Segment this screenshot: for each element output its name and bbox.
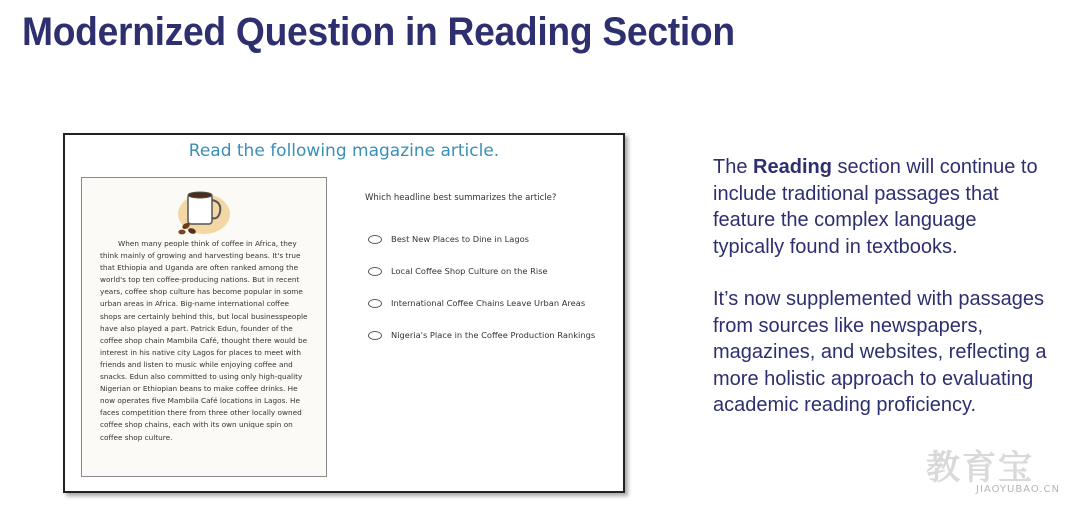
- reading-keyword: Reading: [753, 156, 832, 178]
- watermark-url: JIAOYUBAO.CN: [976, 484, 1060, 495]
- answer-option[interactable]: [368, 255, 623, 287]
- slide-title: Modernized Question in Reading Section: [22, 10, 735, 54]
- test-screenshot: [63, 133, 625, 493]
- answer-option[interactable]: [368, 287, 623, 319]
- watermark-logo: 教育宝: [926, 448, 1034, 488]
- article-panel: [81, 177, 327, 477]
- question-text: Which headline best summarizes the article?: [365, 193, 557, 203]
- radio-button[interactable]: [368, 299, 382, 308]
- answer-option-label: Nigeria's Place in the Coffee Production Rankings: [391, 330, 596, 340]
- radio-button[interactable]: [368, 267, 382, 276]
- instruction-text: Read the following magazine article.: [188, 141, 500, 161]
- answer-option-label: International Coffee Chains Leave Urban Areas: [391, 298, 586, 308]
- watermark: [918, 440, 1068, 500]
- answer-option-label: Best New Places to Dine in Lagos: [391, 234, 529, 244]
- coffee-mug-icon: [170, 184, 234, 238]
- radio-button[interactable]: [368, 331, 382, 340]
- article-body: When many people think of coffee in Africa, they think mainly of growing and harvesting beans. It's true that Ethiopia and Uganda are often ranked among the world's top ten coffee-producing nations. But in recent years, coffee shop culture has become popular in some urban areas in Africa. Big-name international coffee shops are certainly behind this, but local businesspeople have also played a part. Patrick Edun, founder of the coffee shop chain Mambila Café, thought there would be interest in his native city Lagos for places to meet with friends and listen to music while enjoying coffee and snacks. Edun also committed to using only high-quality Nigerian or Ethiopian beans to make coffee drinks. He now operates five Mambila Café locations in Lagos. He faces competition there from three other locally owned coffee shop chains, each with its own unique spin on coffee shop culture.: [100, 239, 308, 442]
- answer-option[interactable]: [368, 319, 623, 351]
- description-paragraph-1: The Reading section will continue to include traditional passages that feature the complex language typically found in textbooks.: [713, 156, 1038, 258]
- answer-options: [368, 223, 623, 351]
- description-paragraph-2: It’s now supplemented with passages from sources like newspapers, magazines, and websites, reflecting a more holistic approach to evaluating academic reading proficiency.: [713, 288, 1047, 416]
- description-text: [713, 154, 1053, 445]
- radio-button[interactable]: [368, 235, 382, 244]
- answer-option[interactable]: [368, 223, 623, 255]
- answer-option-label: Local Coffee Shop Culture on the Rise: [391, 266, 548, 276]
